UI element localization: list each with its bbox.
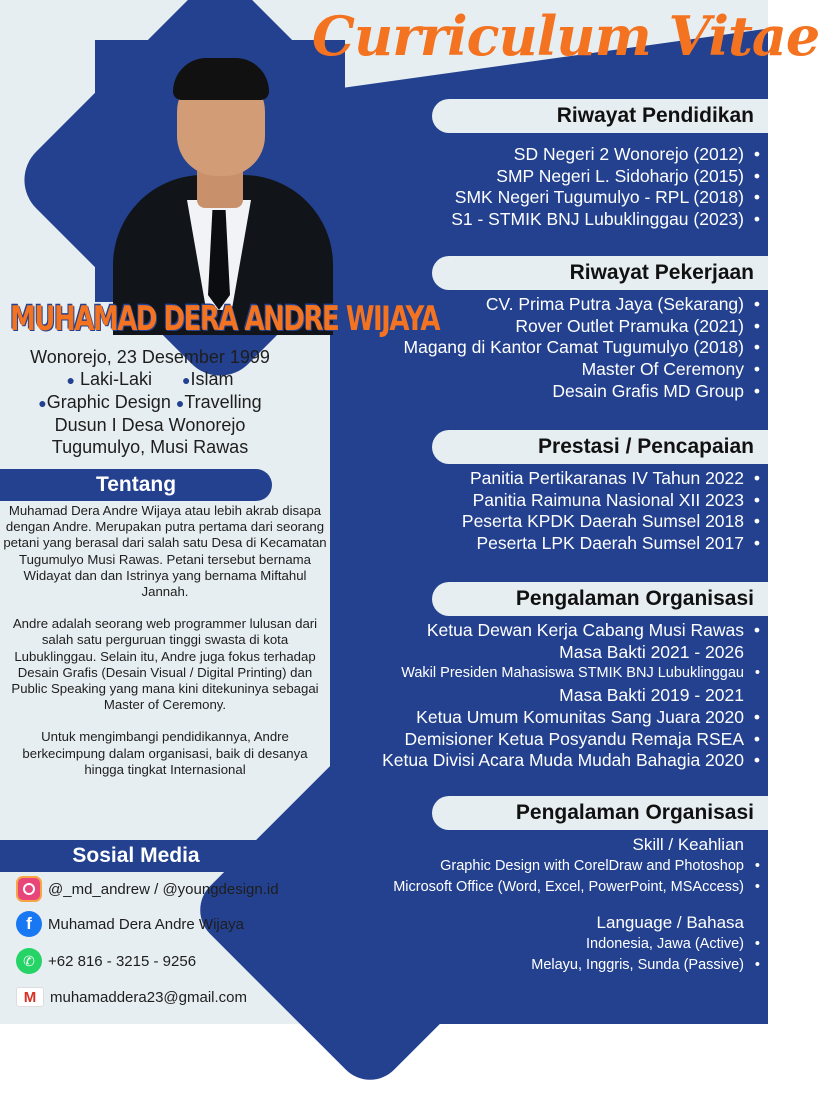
achievements-heading: Prestasi / Pencapaian bbox=[432, 430, 768, 464]
gender: Laki-Laki bbox=[79, 369, 153, 389]
education-heading: Riwayat Pendidikan bbox=[432, 99, 768, 133]
language-title: Language / Bahasa bbox=[596, 913, 744, 932]
social-email[interactable] bbox=[16, 987, 326, 1007]
skill-title: Skill / Keahlian bbox=[632, 835, 744, 854]
hobby-1: Graphic Design bbox=[46, 392, 171, 412]
list-item: CV. Prima Putra Jaya (Sekarang) • bbox=[485, 294, 760, 314]
achievements-list bbox=[330, 468, 760, 555]
organization-heading: Pengalaman Organisasi bbox=[432, 582, 768, 616]
list-item: Peserta LPK Daerah Sumsel 2017 • bbox=[476, 533, 760, 554]
list-item: SMK Negeri Tugumulyo - RPL (2018) • bbox=[454, 187, 760, 208]
list-item: Panitia Raimuna Nasional XII 2023 • bbox=[472, 489, 760, 510]
birth-info: Wonorejo, 23 Desember 1999 bbox=[30, 347, 270, 367]
facebook-name: Muhamad Dera Andre Wijaya bbox=[48, 915, 244, 933]
address-line-1: Dusun I Desa Wonorejo bbox=[54, 415, 246, 435]
list-item: Graphic Design with CorelDraw and Photoshop • bbox=[440, 857, 760, 874]
work-heading: Riwayat Pekerjaan bbox=[432, 256, 768, 290]
profile-photo bbox=[95, 40, 345, 302]
list-item: Melayu, Inggris, Sunda (Passive) • bbox=[531, 957, 760, 974]
about-paragraph: Andre adalah seorang web programmer lulusan dari salah satu perguruan tinggi swasta di kota Lubuklinggau. Selain itu, Andre juga fokus terhadap Desain Grafis (Desain Visual / Digital Printing) dan Public Speaking yang mana kini ditekuninya sebagai Master of Ceremony. bbox=[11, 616, 319, 713]
list-item: Desain Grafis MD Group • bbox=[552, 380, 760, 401]
skills-heading: Pengalaman Organisasi bbox=[432, 796, 768, 830]
list-item: S1 - STMIK BNJ Lubuklinggau (2023) • bbox=[451, 209, 760, 230]
address-line-2: Tugumulyo, Musi Rawas bbox=[51, 437, 249, 457]
about-text bbox=[2, 503, 328, 794]
bullet: ● bbox=[38, 395, 47, 411]
about-heading: Tentang bbox=[0, 469, 272, 501]
religion: Islam bbox=[190, 369, 234, 389]
list-item: Magang di Kantor Camat Tugumulyo (2018) • bbox=[403, 337, 760, 358]
list-item: Ketua Dewan Kerja Cabang Musi Rawas • bbox=[426, 620, 760, 640]
organization-list bbox=[330, 620, 760, 772]
social-instagram[interactable] bbox=[16, 876, 326, 902]
instagram-icon bbox=[16, 876, 42, 902]
list-item: Microsoft Office (Word, Excel, PowerPoint, MSAccess) • bbox=[393, 879, 760, 896]
list-item: Ketua Umum Komunitas Sang Juara 2020 • bbox=[416, 706, 760, 727]
whatsapp-icon: ✆ bbox=[16, 948, 42, 974]
cv-title: Curriculum Vitae bbox=[312, 4, 819, 68]
gmail-icon: M bbox=[16, 987, 44, 1007]
social-heading: Sosial Media bbox=[0, 840, 272, 872]
list-item: Rover Outlet Pramuka (2021) • bbox=[515, 315, 760, 336]
work-list bbox=[330, 294, 760, 403]
list-item: Master Of Ceremony • bbox=[581, 359, 760, 380]
list-item: Panitia Pertikaranas IV Tahun 2022 • bbox=[469, 468, 760, 488]
list-item: Wakil Presiden Mahasiswa STMIK BNJ Lubuklinggau • bbox=[401, 665, 760, 682]
list-item: Masa Bakti 2021 - 2026 bbox=[559, 641, 744, 662]
list-item: Masa Bakti 2019 - 2021 bbox=[559, 685, 744, 706]
skills-list bbox=[330, 834, 760, 899]
list-item: Ketua Divisi Acara Muda Mudah Bahagia 2020 • bbox=[382, 750, 760, 771]
social-facebook[interactable] bbox=[16, 911, 326, 937]
whatsapp-number: +62 816 - 3215 - 9256 bbox=[48, 952, 197, 970]
about-paragraph: Untuk mengimbangi pendidikannya, Andre berkecimpung dalam organisasi, baik di desanya hingga tingkat Internasional bbox=[22, 729, 308, 777]
list-item: Peserta KPDK Daerah Sumsel 2018 • bbox=[461, 511, 760, 532]
about-paragraph: Muhamad Dera Andre Wijaya atau lebih akrab disapa dengan Andre. Merupakan putra pertama dari seorang petani yang berasal dari salah satu Desa di Kecamatan Tugumulyo Musi Rawas. Petani tersebut bernama Widayat dan dan Istrinya yang bernama Miftahul Jannah. bbox=[3, 503, 327, 600]
personal-info bbox=[0, 346, 300, 458]
bullet: ● bbox=[66, 372, 75, 388]
bullet: ● bbox=[175, 395, 185, 411]
facebook-icon: f bbox=[16, 911, 42, 937]
list-item: Indonesia, Jawa (Active) • bbox=[586, 935, 760, 952]
language-list bbox=[330, 912, 760, 977]
person-name: MUHAMAD DERA ANDRE WIJAYA bbox=[10, 300, 439, 339]
list-item: SMP Negeri L. Sidoharjo (2015) • bbox=[496, 165, 760, 186]
education-list bbox=[330, 144, 760, 231]
list-item: Demisioner Ketua Posyandu Remaja RSEA • bbox=[404, 728, 760, 749]
instagram-handle: @_md_andrew / @youngdesign.id bbox=[48, 880, 279, 898]
social-whatsapp[interactable] bbox=[16, 948, 326, 974]
hobby-2: Travelling bbox=[184, 392, 262, 412]
bullet: ● bbox=[182, 372, 191, 388]
list-item: SD Negeri 2 Wonorejo (2012) • bbox=[513, 144, 760, 164]
email-address: muhamaddera23@gmail.com bbox=[50, 988, 247, 1006]
